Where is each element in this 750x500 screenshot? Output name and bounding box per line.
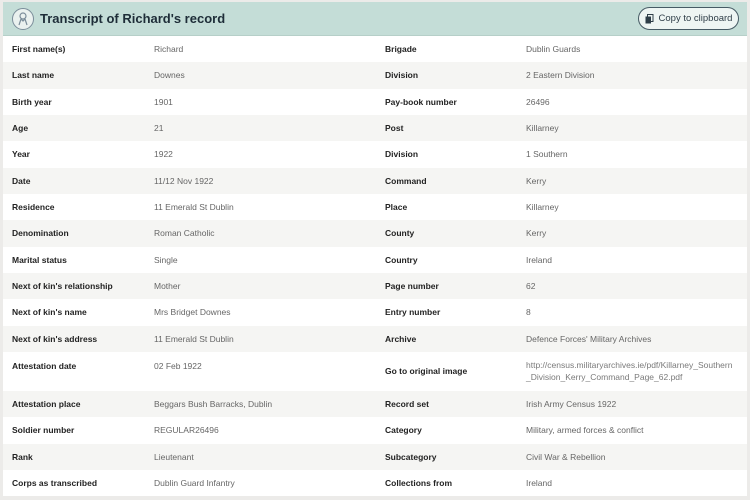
field-label: Year	[3, 141, 145, 167]
field-label: Denomination	[3, 220, 145, 246]
copy-button-label: Copy to clipboard	[658, 13, 733, 24]
field-label: Corps as transcribed	[3, 470, 145, 496]
field-value: Irish Army Census 1922	[517, 391, 747, 417]
field-value: Ireland	[517, 470, 747, 496]
field-label: Marital status	[3, 247, 145, 273]
field-value: 21	[145, 115, 376, 141]
field-label: Next of kin's name	[3, 299, 145, 325]
field-label: Go to original image	[376, 352, 517, 391]
field-label: Command	[376, 168, 517, 194]
field-value: Killarney	[517, 194, 747, 220]
transcript-header	[3, 2, 747, 36]
field-value: Single	[145, 247, 376, 273]
field-label: Attestation date	[3, 352, 145, 391]
record-emblem-icon	[12, 8, 34, 30]
field-label: Country	[376, 247, 517, 273]
original-image-link[interactable]: http://census.militaryarchives.ie/pdf/Killarney_Southern_Division_Kerry_Command_Page_62.pdf	[517, 352, 747, 391]
field-label: Residence	[3, 194, 145, 220]
field-value: 62	[517, 273, 747, 299]
table-row	[3, 299, 747, 325]
field-value: Dublin Guard Infantry	[145, 470, 376, 496]
table-row	[3, 391, 747, 417]
field-value: Mother	[145, 273, 376, 299]
field-label: Category	[376, 417, 517, 443]
transcript-card	[3, 2, 747, 496]
field-value: Defence Forces' Military Archives	[517, 326, 747, 352]
table-row	[3, 326, 747, 352]
table-row	[3, 36, 747, 62]
table-row	[3, 194, 747, 220]
copy-icon	[645, 14, 654, 24]
table-row	[3, 62, 747, 88]
field-value: 8	[517, 299, 747, 325]
field-value: Beggars Bush Barracks, Dublin	[145, 391, 376, 417]
field-label: Date	[3, 168, 145, 194]
table-row	[3, 220, 747, 246]
table-row	[3, 115, 747, 141]
field-label: Subcategory	[376, 444, 517, 470]
table-row	[3, 141, 747, 167]
field-label: Record set	[376, 391, 517, 417]
table-row	[3, 352, 747, 391]
field-value: 2 Eastern Division	[517, 62, 747, 88]
table-row	[3, 444, 747, 470]
field-value: Dublin Guards	[517, 36, 747, 62]
table-row	[3, 470, 747, 496]
field-value: 26496	[517, 89, 747, 115]
field-label: Entry number	[376, 299, 517, 325]
field-value: 1 Southern	[517, 141, 747, 167]
field-value: Kerry	[517, 168, 747, 194]
field-label: Division	[376, 62, 517, 88]
field-label: Pay-book number	[376, 89, 517, 115]
field-label: Post	[376, 115, 517, 141]
field-value: 1922	[145, 141, 376, 167]
field-label: Rank	[3, 444, 145, 470]
field-label: Brigade	[376, 36, 517, 62]
table-row	[3, 273, 747, 299]
field-label: Soldier number	[3, 417, 145, 443]
field-label: Place	[376, 194, 517, 220]
field-value: REGULAR26496	[145, 417, 376, 443]
field-value: Roman Catholic	[145, 220, 376, 246]
field-label: Age	[3, 115, 145, 141]
field-label: First name(s)	[3, 36, 145, 62]
field-value: Kerry	[517, 220, 747, 246]
field-value: Ireland	[517, 247, 747, 273]
field-label: Archive	[376, 326, 517, 352]
field-value: Military, armed forces & conflict	[517, 417, 747, 443]
page-title: Transcript of Richard's record	[40, 11, 226, 26]
table-row	[3, 89, 747, 115]
field-label: Collections from	[376, 470, 517, 496]
field-value: Mrs Bridget Downes	[145, 299, 376, 325]
field-value: Civil War & Rebellion	[517, 444, 747, 470]
field-label: Next of kin's relationship	[3, 273, 145, 299]
field-label: Page number	[376, 273, 517, 299]
table-row	[3, 247, 747, 273]
table-row	[3, 417, 747, 443]
field-label: Attestation place	[3, 391, 145, 417]
field-label: Division	[376, 141, 517, 167]
field-value: Downes	[145, 62, 376, 88]
field-value: 11 Emerald St Dublin	[145, 194, 376, 220]
table-row	[3, 168, 747, 194]
copy-to-clipboard-button[interactable]	[638, 7, 739, 30]
field-value: 02 Feb 1922	[145, 352, 376, 391]
record-table	[3, 36, 747, 496]
field-label: Birth year	[3, 89, 145, 115]
field-label: Next of kin's address	[3, 326, 145, 352]
field-value: 11 Emerald St Dublin	[145, 326, 376, 352]
field-value: Killarney	[517, 115, 747, 141]
field-label: County	[376, 220, 517, 246]
field-value: 1901	[145, 89, 376, 115]
field-value: 11/12 Nov 1922	[145, 168, 376, 194]
field-value: Richard	[145, 36, 376, 62]
field-label: Last name	[3, 62, 145, 88]
field-value: Lieutenant	[145, 444, 376, 470]
